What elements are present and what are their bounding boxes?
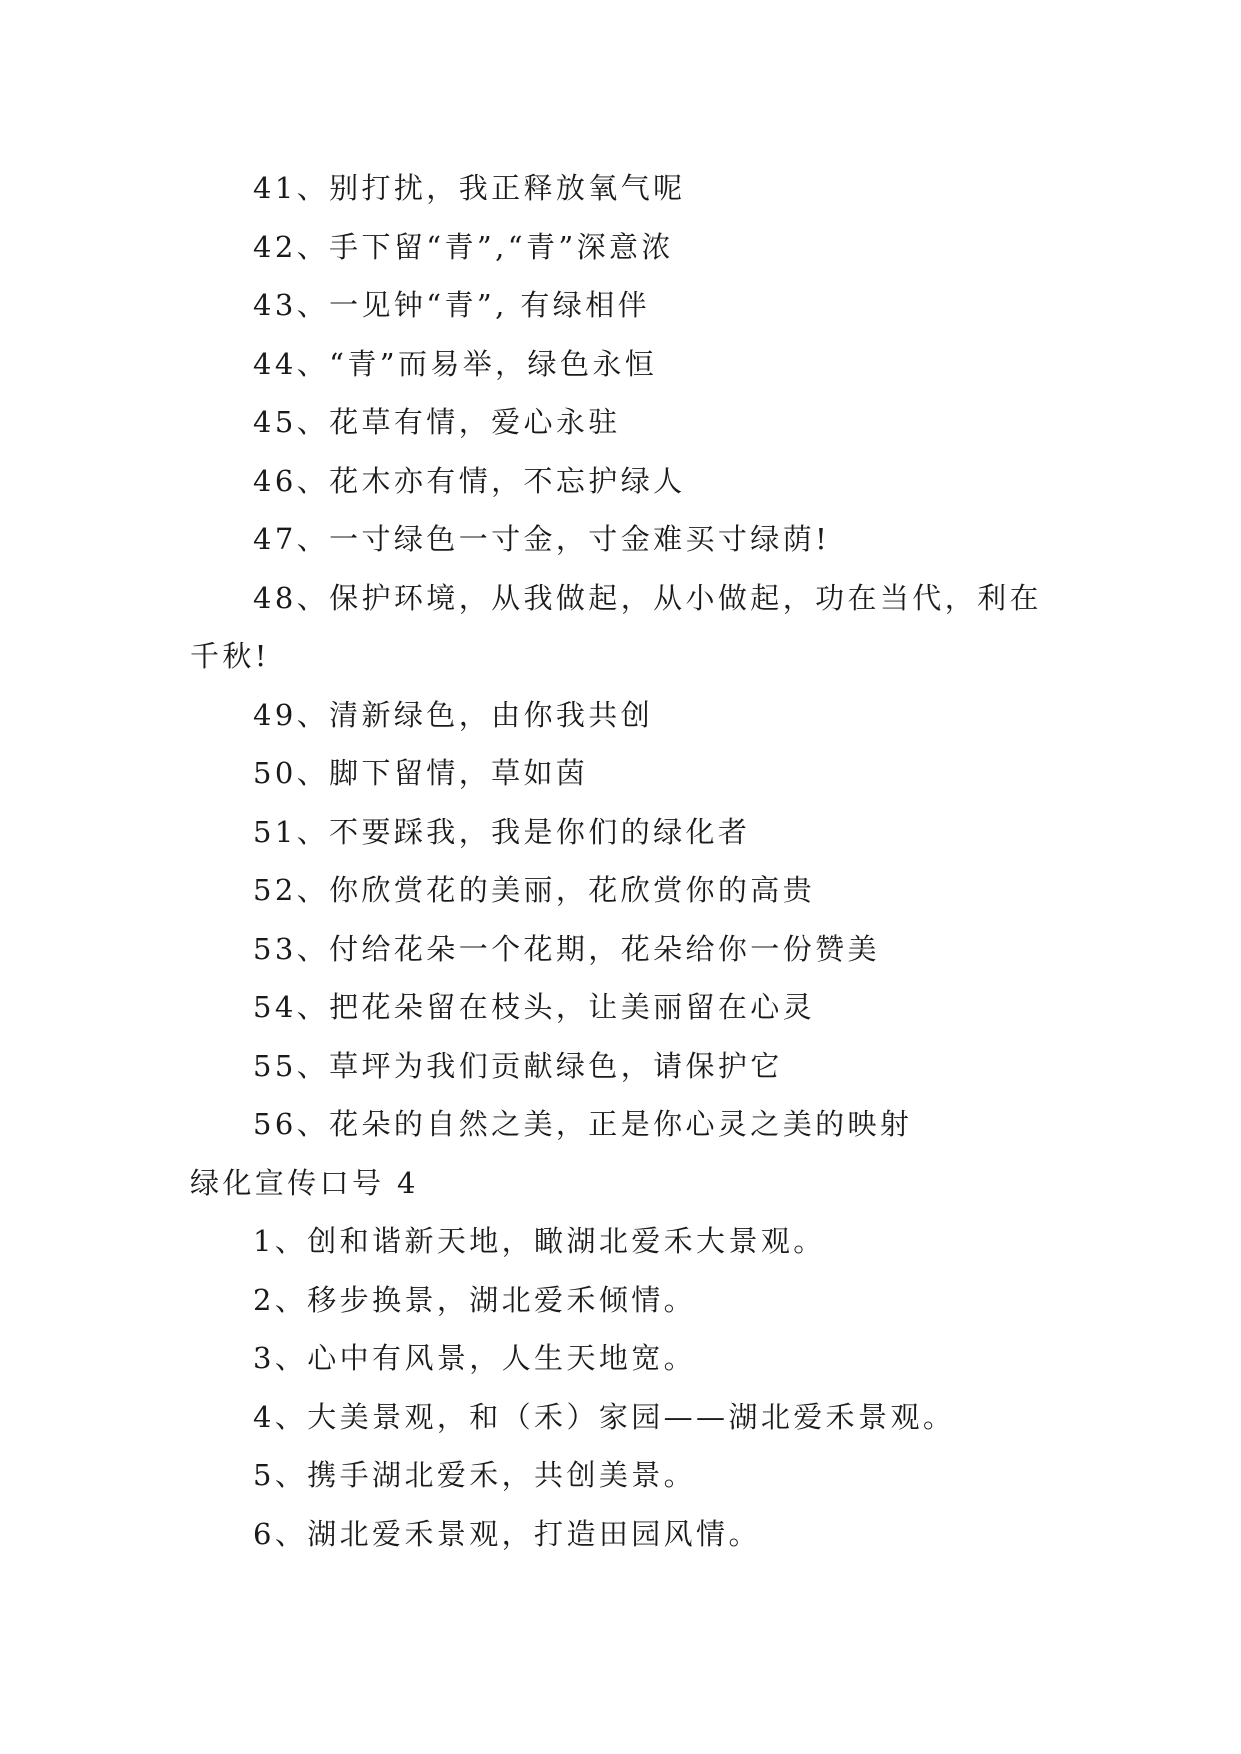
- document-body: [190, 159, 1060, 1563]
- slogan-item-4: 4、大美景观，和（禾）家园——湖北爱禾景观。: [253, 1399, 956, 1434]
- slogan-item-5: 5、携手湖北爱禾，共创美景。: [253, 1458, 697, 1492]
- slogan-item-56: 56、花朵的自然之美，正是你心灵之美的映射: [253, 1107, 913, 1141]
- slogan-item-49: 49、清新绿色，由你我共创: [253, 697, 654, 732]
- section-heading: 绿化宣传口号 4: [190, 1165, 419, 1200]
- slogan-item-44: 44、“青”而易举，绿色永恒: [253, 346, 658, 381]
- slogan-item-53: 53、付给花朵一个花期，花朵给你一份赞美: [253, 931, 880, 966]
- slogan-item-45: 45、花草有情，爱心永驻: [253, 405, 621, 439]
- slogan-item-6: 6、湖北爱禾景观，打造田园风情。: [253, 1516, 761, 1551]
- slogan-item-2: 2、移步换景，湖北爱禾倾情。: [253, 1282, 697, 1317]
- slogan-item-50: 50、脚下留情，草如茵: [253, 756, 589, 790]
- slogan-item-55: 55、草坪为我们贡献绿色，请保护它: [253, 1048, 783, 1083]
- slogan-item-43: 43、一见钟“青”, 有绿相伴: [253, 288, 650, 322]
- slogan-item-54: 54、把花朵留在枝头，让美丽留在心灵: [253, 990, 816, 1024]
- slogan-item-3: 3、心中有风景，人生天地宽。: [253, 1341, 697, 1375]
- slogan-item-42: 42、手下留“青”,“青”深意浓: [253, 229, 674, 264]
- slogan-item-48-line-1: 48、保护环境，从我做起，从小做起，功在当代，利在: [253, 580, 1042, 615]
- slogan-item-51: 51、不要踩我，我是你们的绿化者: [253, 814, 751, 849]
- slogan-item-46: 46、花木亦有情，不忘护绿人: [253, 463, 686, 498]
- slogan-item-52: 52、你欣赏花的美丽，花欣赏你的高贵: [253, 873, 816, 907]
- slogan-item-1: 1、创和谐新天地，瞰湖北爱禾大景观。: [253, 1224, 826, 1258]
- slogan-item-48-line-2: 千秋!: [190, 639, 270, 673]
- slogan-item-47: 47、一寸绿色一寸金，寸金难买寸绿荫!: [253, 522, 831, 556]
- slogan-item-41: 41、别打扰，我正释放氧气呢: [253, 171, 686, 205]
